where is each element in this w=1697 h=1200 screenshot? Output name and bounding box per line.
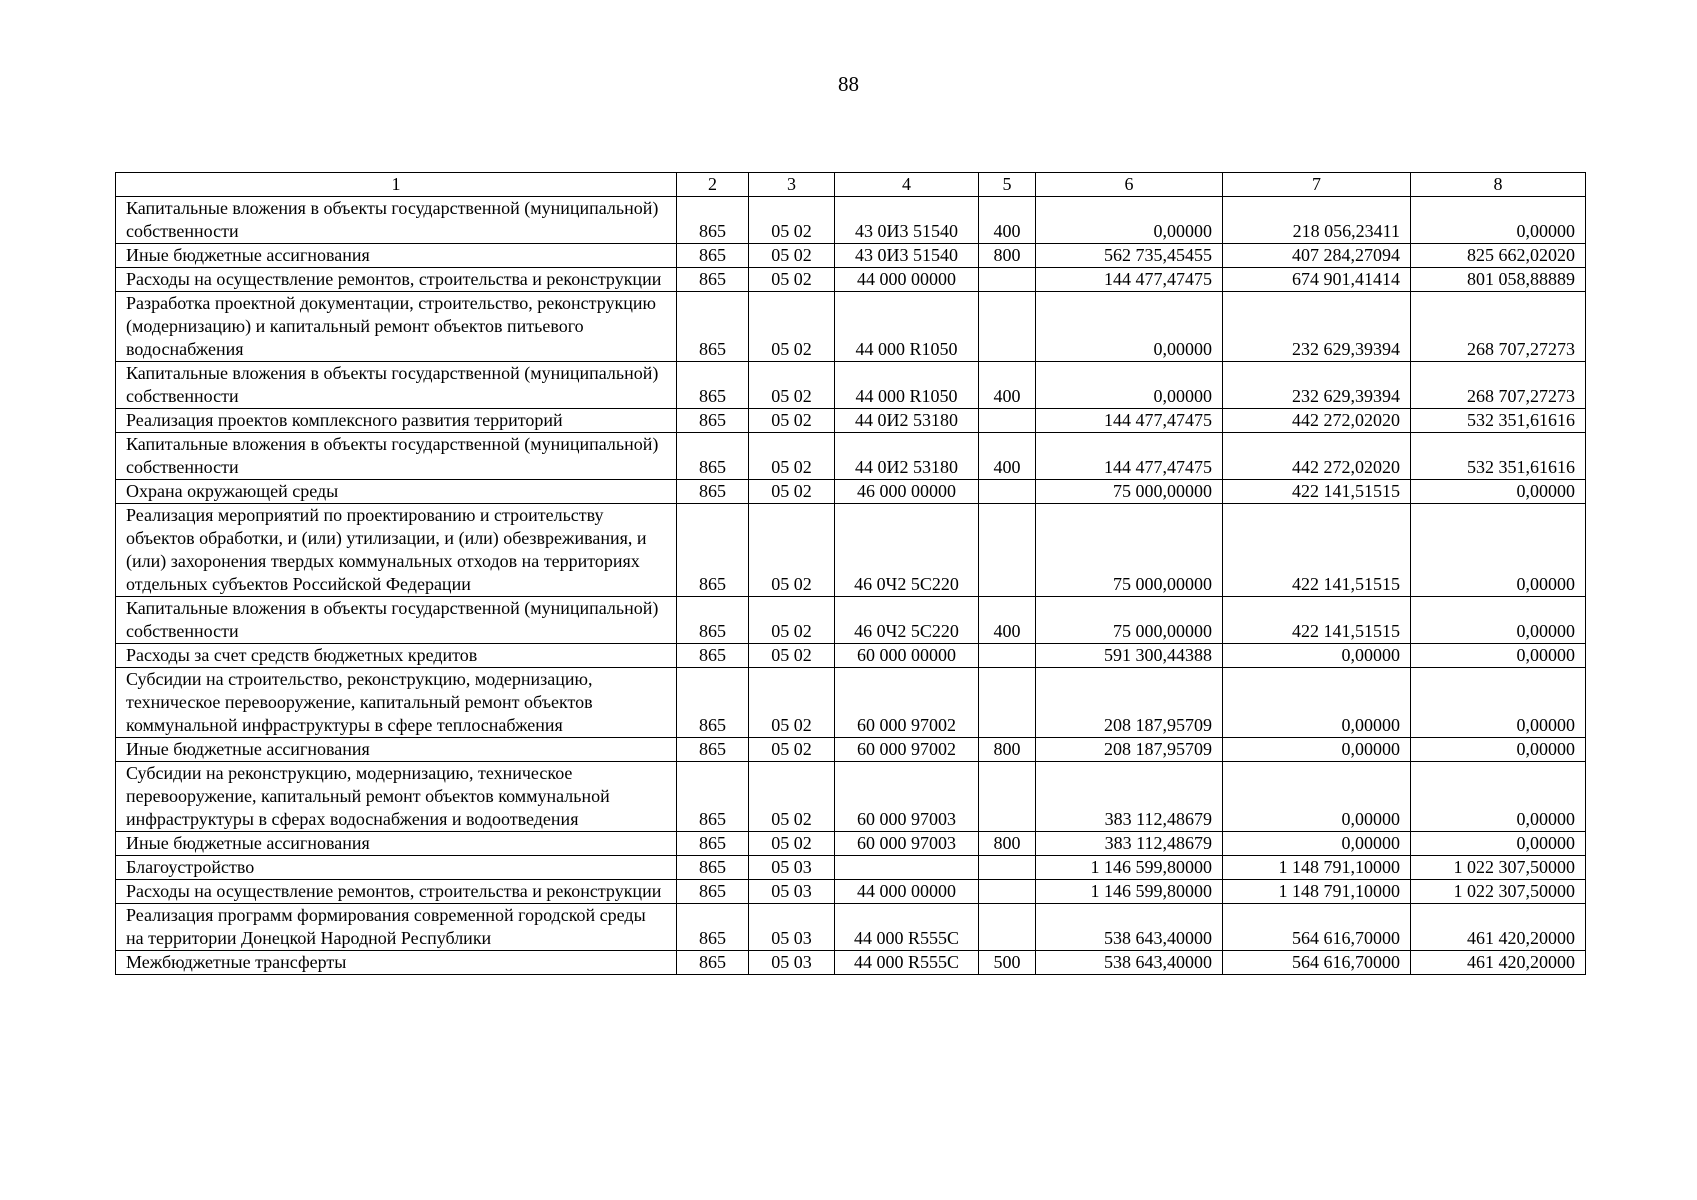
admin-code-cell: 865 (677, 762, 749, 832)
row-name-cell: Субсидии на строительство, реконструкцию, модернизацию, техническое перевооружение, капитальный ремонт объектов коммунальной инфраструктуры в сфере теплоснабжения (116, 668, 677, 738)
table-row (116, 762, 1586, 832)
amount-col8-cell: 532 351,61616 (1411, 433, 1586, 480)
amount-col8-cell: 0,00000 (1411, 504, 1586, 597)
amount-col7-cell: 0,00000 (1223, 668, 1411, 738)
expense-type-cell (979, 644, 1036, 668)
amount-col8-cell: 0,00000 (1411, 762, 1586, 832)
section-code-cell: 05 02 (749, 504, 835, 597)
section-code-cell: 05 02 (749, 433, 835, 480)
expense-type-cell: 800 (979, 244, 1036, 268)
amount-col6-cell: 538 643,40000 (1036, 951, 1223, 975)
target-code-cell: 60 000 97002 (835, 668, 979, 738)
target-code-cell: 44 0И2 53180 (835, 409, 979, 433)
column-header: 5 (979, 173, 1036, 197)
amount-col6-cell: 562 735,45455 (1036, 244, 1223, 268)
table-row (116, 197, 1586, 244)
expense-type-cell: 400 (979, 197, 1036, 244)
admin-code-cell: 865 (677, 880, 749, 904)
section-code-cell: 05 02 (749, 197, 835, 244)
table-body (116, 197, 1586, 975)
row-name-cell: Расходы на осуществление ремонтов, строительства и реконструкции (116, 268, 677, 292)
amount-col7-cell: 407 284,27094 (1223, 244, 1411, 268)
page-number: 88 (838, 72, 859, 96)
table-row (116, 362, 1586, 409)
expense-type-cell (979, 268, 1036, 292)
target-code-cell: 60 000 97002 (835, 738, 979, 762)
column-header: 4 (835, 173, 979, 197)
amount-col7-cell: 1 148 791,10000 (1223, 856, 1411, 880)
amount-col7-cell: 674 901,41414 (1223, 268, 1411, 292)
amount-col6-cell: 383 112,48679 (1036, 832, 1223, 856)
table-row (116, 832, 1586, 856)
table-row (116, 244, 1586, 268)
amount-col6-cell: 1 146 599,80000 (1036, 856, 1223, 880)
row-name-cell: Капитальные вложения в объекты государственной (муниципальной) собственности (116, 597, 677, 644)
amount-col7-cell: 422 141,51515 (1223, 480, 1411, 504)
amount-col6-cell: 383 112,48679 (1036, 762, 1223, 832)
target-code-cell: 60 000 00000 (835, 644, 979, 668)
row-name-cell: Расходы на осуществление ремонтов, строительства и реконструкции (116, 880, 677, 904)
expense-type-cell (979, 880, 1036, 904)
amount-col8-cell: 825 662,02020 (1411, 244, 1586, 268)
row-name-cell: Расходы за счет средств бюджетных кредитов (116, 644, 677, 668)
target-code-cell: 43 0И3 51540 (835, 244, 979, 268)
amount-col8-cell: 0,00000 (1411, 668, 1586, 738)
amount-col7-cell: 1 148 791,10000 (1223, 880, 1411, 904)
table-row (116, 268, 1586, 292)
section-code-cell: 05 02 (749, 292, 835, 362)
expense-type-cell: 400 (979, 597, 1036, 644)
amount-col7-cell: 422 141,51515 (1223, 504, 1411, 597)
amount-col7-cell: 232 629,39394 (1223, 292, 1411, 362)
expense-type-cell (979, 762, 1036, 832)
amount-col8-cell: 0,00000 (1411, 644, 1586, 668)
column-header: 8 (1411, 173, 1586, 197)
admin-code-cell: 865 (677, 480, 749, 504)
row-name-cell: Иные бюджетные ассигнования (116, 244, 677, 268)
table-row (116, 644, 1586, 668)
expense-type-cell: 400 (979, 362, 1036, 409)
amount-col8-cell: 461 420,20000 (1411, 951, 1586, 975)
target-code-cell: 60 000 97003 (835, 762, 979, 832)
section-code-cell: 05 03 (749, 880, 835, 904)
row-name-cell: Охрана окружающей среды (116, 480, 677, 504)
column-header: 6 (1036, 173, 1223, 197)
expense-type-cell: 400 (979, 433, 1036, 480)
amount-col7-cell: 0,00000 (1223, 738, 1411, 762)
expense-type-cell (979, 409, 1036, 433)
section-code-cell: 05 02 (749, 762, 835, 832)
row-name-cell: Разработка проектной документации, строительство, реконструкцию (модернизацию) и капитальный ремонт объектов питьевого водоснабжения (116, 292, 677, 362)
expense-type-cell (979, 504, 1036, 597)
table-row (116, 292, 1586, 362)
section-code-cell: 05 02 (749, 268, 835, 292)
table-row (116, 480, 1586, 504)
amount-col6-cell: 0,00000 (1036, 362, 1223, 409)
expense-type-cell (979, 668, 1036, 738)
expense-type-cell (979, 292, 1036, 362)
admin-code-cell: 865 (677, 504, 749, 597)
section-code-cell: 05 02 (749, 832, 835, 856)
table-row (116, 904, 1586, 951)
row-name-cell: Иные бюджетные ассигнования (116, 738, 677, 762)
section-code-cell: 05 02 (749, 738, 835, 762)
row-name-cell: Капитальные вложения в объекты государственной (муниципальной) собственности (116, 362, 677, 409)
target-code-cell: 60 000 97003 (835, 832, 979, 856)
row-name-cell: Капитальные вложения в объекты государственной (муниципальной) собственности (116, 433, 677, 480)
row-name-cell: Реализация проектов комплексного развития территорий (116, 409, 677, 433)
table-row (116, 880, 1586, 904)
amount-col7-cell: 0,00000 (1223, 762, 1411, 832)
table-row (116, 504, 1586, 597)
section-code-cell: 05 02 (749, 597, 835, 644)
amount-col8-cell: 268 707,27273 (1411, 362, 1586, 409)
target-code-cell: 44 000 R555С (835, 904, 979, 951)
admin-code-cell: 865 (677, 904, 749, 951)
table-row (116, 951, 1586, 975)
table-header-row (116, 173, 1586, 197)
amount-col8-cell: 1 022 307,50000 (1411, 856, 1586, 880)
target-code-cell: 46 0Ч2 5С220 (835, 597, 979, 644)
amount-col6-cell: 538 643,40000 (1036, 904, 1223, 951)
amount-col6-cell: 0,00000 (1036, 197, 1223, 244)
row-name-cell: Реализация мероприятий по проектированию и строительству объектов обработки, и (или) утилизации, и (или) обезвреживания, и (или) захоронения твердых коммунальных отходов на территориях отдельных субъектов Российской Федерации (116, 504, 677, 597)
amount-col7-cell: 564 616,70000 (1223, 904, 1411, 951)
admin-code-cell: 865 (677, 268, 749, 292)
target-code-cell: 44 000 R555С (835, 951, 979, 975)
amount-col7-cell: 218 056,23411 (1223, 197, 1411, 244)
row-name-cell: Благоустройство (116, 856, 677, 880)
amount-col7-cell: 0,00000 (1223, 644, 1411, 668)
amount-col8-cell: 268 707,27273 (1411, 292, 1586, 362)
row-name-cell: Капитальные вложения в объекты государственной (муниципальной) собственности (116, 197, 677, 244)
section-code-cell: 05 03 (749, 856, 835, 880)
amount-col6-cell: 208 187,95709 (1036, 668, 1223, 738)
amount-col7-cell: 422 141,51515 (1223, 597, 1411, 644)
target-code-cell (835, 856, 979, 880)
amount-col6-cell: 144 477,47475 (1036, 409, 1223, 433)
amount-col6-cell: 591 300,44388 (1036, 644, 1223, 668)
row-name-cell: Субсидии на реконструкцию, модернизацию, техническое перевооружение, капитальный ремонт объектов коммунальной инфраструктуры в сферах водоснабжения и водоотведения (116, 762, 677, 832)
column-header: 3 (749, 173, 835, 197)
section-code-cell: 05 02 (749, 244, 835, 268)
section-code-cell: 05 03 (749, 951, 835, 975)
admin-code-cell: 865 (677, 856, 749, 880)
amount-col8-cell: 0,00000 (1411, 597, 1586, 644)
table-row (116, 433, 1586, 480)
section-code-cell: 05 03 (749, 904, 835, 951)
section-code-cell: 05 02 (749, 668, 835, 738)
row-name-cell: Иные бюджетные ассигнования (116, 832, 677, 856)
admin-code-cell: 865 (677, 292, 749, 362)
amount-col6-cell: 144 477,47475 (1036, 433, 1223, 480)
expense-type-cell: 800 (979, 832, 1036, 856)
table-row (116, 738, 1586, 762)
amount-col8-cell: 801 058,88889 (1411, 268, 1586, 292)
expense-type-cell: 800 (979, 738, 1036, 762)
admin-code-cell: 865 (677, 597, 749, 644)
target-code-cell: 44 0И2 53180 (835, 433, 979, 480)
admin-code-cell: 865 (677, 644, 749, 668)
amount-col6-cell: 75 000,00000 (1036, 597, 1223, 644)
target-code-cell: 44 000 R1050 (835, 362, 979, 409)
amount-col7-cell: 0,00000 (1223, 832, 1411, 856)
amount-col6-cell: 0,00000 (1036, 292, 1223, 362)
section-code-cell: 05 02 (749, 362, 835, 409)
budget-table (115, 172, 1586, 975)
amount-col8-cell: 0,00000 (1411, 480, 1586, 504)
table-row (116, 409, 1586, 433)
column-header: 2 (677, 173, 749, 197)
expense-type-cell (979, 480, 1036, 504)
amount-col6-cell: 208 187,95709 (1036, 738, 1223, 762)
target-code-cell: 44 000 00000 (835, 880, 979, 904)
amount-col8-cell: 0,00000 (1411, 738, 1586, 762)
amount-col7-cell: 442 272,02020 (1223, 409, 1411, 433)
expense-type-cell (979, 856, 1036, 880)
admin-code-cell: 865 (677, 668, 749, 738)
target-code-cell: 44 000 R1050 (835, 292, 979, 362)
section-code-cell: 05 02 (749, 644, 835, 668)
amount-col7-cell: 442 272,02020 (1223, 433, 1411, 480)
admin-code-cell: 865 (677, 197, 749, 244)
expense-type-cell: 500 (979, 951, 1036, 975)
admin-code-cell: 865 (677, 738, 749, 762)
amount-col8-cell: 1 022 307,50000 (1411, 880, 1586, 904)
admin-code-cell: 865 (677, 409, 749, 433)
column-header: 7 (1223, 173, 1411, 197)
amount-col7-cell: 564 616,70000 (1223, 951, 1411, 975)
row-name-cell: Реализация программ формирования современной городской среды на территории Донецкой Народной Республики (116, 904, 677, 951)
amount-col8-cell: 532 351,61616 (1411, 409, 1586, 433)
amount-col6-cell: 75 000,00000 (1036, 480, 1223, 504)
section-code-cell: 05 02 (749, 409, 835, 433)
table-row (116, 856, 1586, 880)
column-header: 1 (116, 173, 677, 197)
target-code-cell: 46 0Ч2 5С220 (835, 504, 979, 597)
table-row (116, 597, 1586, 644)
admin-code-cell: 865 (677, 951, 749, 975)
section-code-cell: 05 02 (749, 480, 835, 504)
admin-code-cell: 865 (677, 433, 749, 480)
amount-col7-cell: 232 629,39394 (1223, 362, 1411, 409)
amount-col6-cell: 144 477,47475 (1036, 268, 1223, 292)
amount-col8-cell: 0,00000 (1411, 832, 1586, 856)
amount-col6-cell: 75 000,00000 (1036, 504, 1223, 597)
expense-type-cell (979, 904, 1036, 951)
admin-code-cell: 865 (677, 832, 749, 856)
amount-col8-cell: 0,00000 (1411, 197, 1586, 244)
admin-code-cell: 865 (677, 244, 749, 268)
admin-code-cell: 865 (677, 362, 749, 409)
row-name-cell: Межбюджетные трансферты (116, 951, 677, 975)
target-code-cell: 46 000 00000 (835, 480, 979, 504)
target-code-cell: 44 000 00000 (835, 268, 979, 292)
target-code-cell: 43 0И3 51540 (835, 197, 979, 244)
table-row (116, 668, 1586, 738)
amount-col6-cell: 1 146 599,80000 (1036, 880, 1223, 904)
amount-col8-cell: 461 420,20000 (1411, 904, 1586, 951)
